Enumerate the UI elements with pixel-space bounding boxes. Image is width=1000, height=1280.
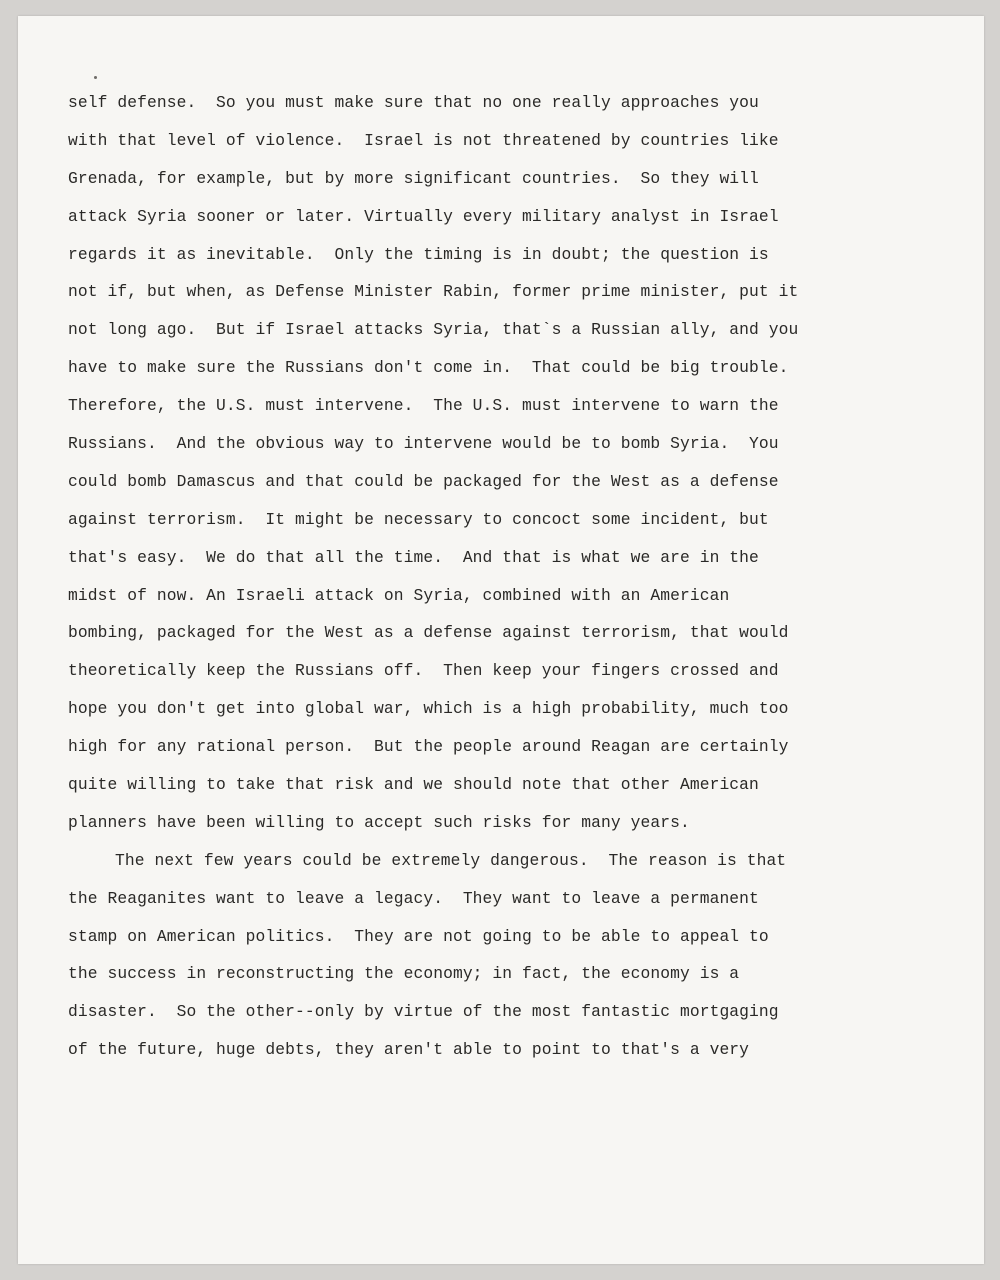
text-line: midst of now. An Israeli attack on Syria, combined with an American	[68, 585, 730, 605]
text-line: the success in reconstructing the economy; in fact, the economy is a	[68, 964, 740, 984]
text-line: have to make sure the Russians don't come in. That could be big trouble.	[68, 358, 789, 378]
paper-speck	[94, 76, 97, 79]
text-line: Grenada, for example, but by more significant countries. So they will	[68, 168, 759, 188]
text-line: of the future, huge debts, they aren't able to point to that's a very	[68, 1040, 750, 1060]
text-line: stamp on American politics. They are not going to be able to appeal to	[68, 926, 769, 946]
text-line: with that level of violence. Israel is not threatened by countries like	[68, 130, 779, 150]
text-line: disaster. So the other--only by virtue of the most fantastic mortgaging	[68, 1002, 779, 1022]
text-line: self defense. So you must make sure that no one really approaches you	[68, 93, 759, 112]
text-line: Russians. And the obvious way to intervene would be to bomb Syria. You	[68, 434, 779, 454]
text-line: could bomb Damascus and that could be packaged for the West as a defense	[68, 471, 779, 491]
paragraph-start-line: The next few years could be extremely dangerous. The reason is that	[115, 850, 787, 870]
typed-text-body	[68, 84, 968, 1069]
text-line: not if, but when, as Defense Minister Rabin, former prime minister, put it	[68, 282, 799, 302]
text-line: hope you don't get into global war, which is a high probability, much too	[68, 699, 789, 719]
text-line: planners have been willing to accept such risks for many years.	[68, 812, 690, 832]
text-line: against terrorism. It might be necessary to concoct some incident, but	[68, 509, 769, 529]
text-line: attack Syria sooner or later. Virtually every military analyst in Israel	[68, 206, 779, 226]
text-line: theoretically keep the Russians off. Then keep your fingers crossed and	[68, 661, 779, 681]
text-line: Therefore, the U.S. must intervene. The U.S. must intervene to warn the	[68, 396, 779, 416]
text-line: that's easy. We do that all the time. And that is what we are in the	[68, 547, 759, 567]
text-line: high for any rational person. But the people around Reagan are certainly	[68, 737, 789, 757]
document-page	[18, 16, 984, 1264]
text-line: quite willing to take that risk and we should note that other American	[68, 775, 759, 795]
text-line: the Reaganites want to leave a legacy. They want to leave a permanent	[68, 888, 759, 908]
text-line: not long ago. But if Israel attacks Syria, that`s a Russian ally, and you	[68, 320, 799, 340]
text-line: bombing, packaged for the West as a defense against terrorism, that would	[68, 623, 789, 643]
text-line: regards it as inevitable. Only the timing is in doubt; the question is	[68, 244, 769, 264]
